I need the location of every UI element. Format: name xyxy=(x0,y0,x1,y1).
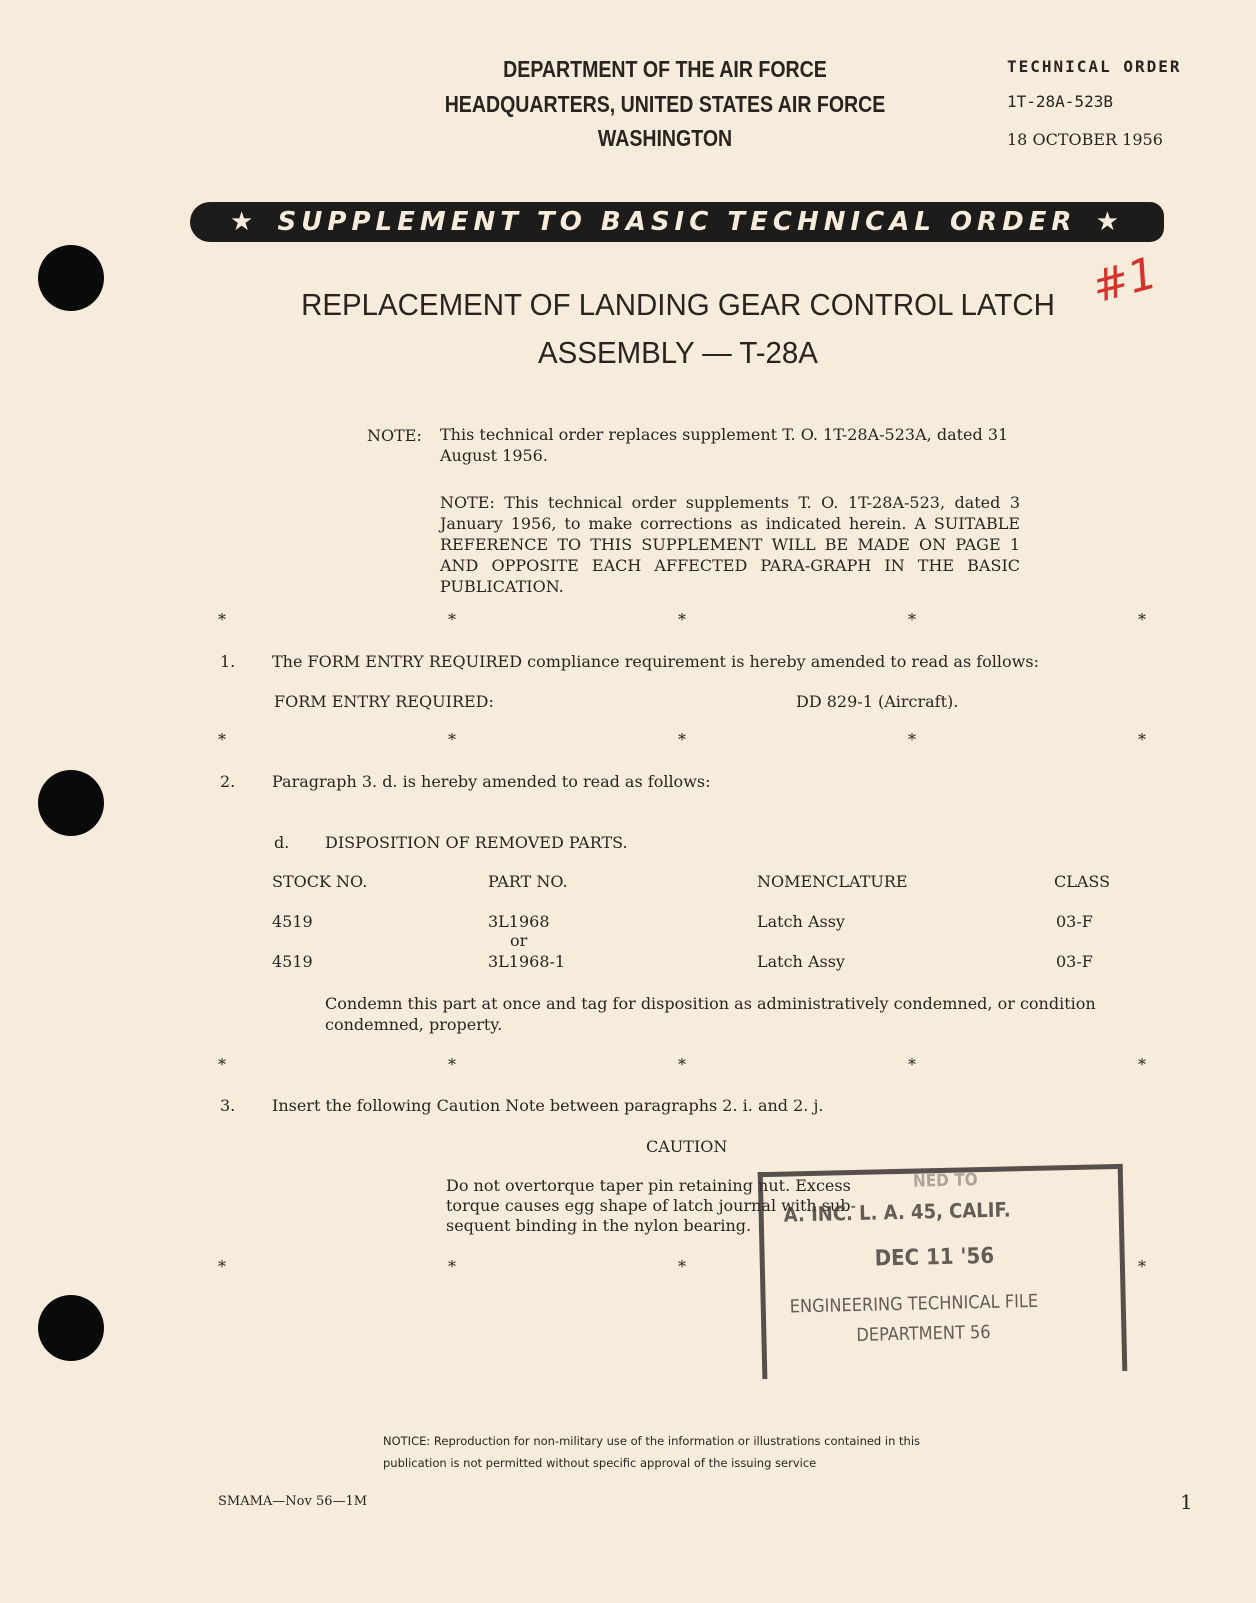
caution-line: torque causes egg shape of latch journal with sub- xyxy=(446,1196,856,1215)
header-line: DEPARTMENT OF THE AIR FORCE xyxy=(503,56,827,82)
asterisk: * xyxy=(218,610,226,629)
header-line: HEADQUARTERS, UNITED STATES AIR FORCE xyxy=(444,91,886,117)
asterisk: * xyxy=(1138,1257,1146,1276)
to-label: TECHNICAL ORDER xyxy=(1007,57,1182,76)
caution-heading: CAUTION xyxy=(646,1137,728,1156)
item-number: 3. xyxy=(220,1096,236,1115)
header-line: WASHINGTON xyxy=(597,125,733,151)
note-text: This technical order replaces supplement T. O. 1T-28A-523A, dated 31 August 1956. xyxy=(440,425,1009,465)
table-or: or xyxy=(510,931,528,950)
asterisk: * xyxy=(218,1055,226,1074)
notice-text: publication is not permitted without specific approval of the issuing service xyxy=(383,1456,817,1470)
handwritten-annotation: #1 xyxy=(1086,247,1163,314)
asterisk: * xyxy=(448,1055,456,1074)
table-cell: Latch Assy xyxy=(757,912,845,931)
column-header: STOCK NO. xyxy=(272,872,368,891)
caution-line: sequent binding in the nylon bearing. xyxy=(446,1216,752,1235)
to-number: 1T-28A-523B xyxy=(1007,92,1113,111)
asterisk: * xyxy=(1138,610,1146,629)
asterisk: * xyxy=(678,1257,686,1276)
asterisk: * xyxy=(908,730,916,749)
caution-line: Do not overtorque taper pin retaining nut. Excess xyxy=(446,1176,851,1195)
item-text: Insert the following Caution Note between paragraphs 2. i. and 2. j. xyxy=(272,1096,824,1115)
table-cell: 3L1968-1 xyxy=(488,952,566,971)
asterisk: * xyxy=(678,610,686,629)
punch-hole xyxy=(38,770,104,836)
punch-hole xyxy=(38,1295,104,1361)
asterisk: * xyxy=(448,730,456,749)
asterisk: * xyxy=(218,1257,226,1276)
note-label: NOTE: xyxy=(367,426,422,445)
asterisk: * xyxy=(1138,1055,1146,1074)
form-entry-label: FORM ENTRY REQUIRED: xyxy=(274,692,494,711)
to-date: 18 OCTOBER 1956 xyxy=(1007,130,1163,149)
table-cell: 4519 xyxy=(272,912,313,931)
column-header: CLASS xyxy=(1054,872,1111,891)
sub-letter: d. xyxy=(274,833,290,852)
note-text: NOTE: This technical order supplements T. O. 1T-28A-523, dated 3 January 1956, to make corrections as indicated herein. A SUITABLE REFERENCE TO THIS SUPPLEMENT WILL BE MADE ON PAGE 1 AND OPPOSITE EACH AFFECTED PARA-GRAPH IN THE BASIC PUBLICATION. xyxy=(440,493,1020,596)
table-cell: 03-F xyxy=(1056,952,1093,971)
table-cell: 3L1968 xyxy=(488,912,550,931)
notice-text: NOTICE: Reproduction for non-military use of the information or illustrations contained in this xyxy=(383,1434,921,1448)
item-number: 2. xyxy=(220,772,236,791)
item-number: 1. xyxy=(220,652,236,671)
column-header: NOMENCLATURE xyxy=(757,872,908,891)
stamp-text: A. INC. L. A. 45, CALIF. xyxy=(783,1197,1011,1227)
asterisk: * xyxy=(678,730,686,749)
paragraph: Condemn this part at once and tag for disposition as administratively condemned, or condition condemned, property. xyxy=(325,994,1096,1034)
star-icon: ★ xyxy=(230,207,259,237)
asterisk: * xyxy=(448,610,456,629)
sub-heading: DISPOSITION OF REMOVED PARTS. xyxy=(325,833,628,852)
item-text: Paragraph 3. d. is hereby amended to read as follows: xyxy=(272,772,711,791)
star-icon: ★ xyxy=(1095,207,1124,237)
asterisk: * xyxy=(218,730,226,749)
table-cell: 03-F xyxy=(1056,912,1093,931)
supplement-banner xyxy=(190,202,1164,242)
table-cell: 4519 xyxy=(272,952,313,971)
banner-text: SUPPLEMENT TO BASIC TECHNICAL ORDER xyxy=(277,207,1077,237)
footer-code: SMAMA—Nov 56—1M xyxy=(218,1494,368,1509)
column-header: PART NO. xyxy=(488,872,568,891)
title-line: REPLACEMENT OF LANDING GEAR CONTROL LATCH xyxy=(301,287,1055,322)
stamp-text: ENGINEERING TECHNICAL FILE xyxy=(789,1290,1039,1318)
asterisk: * xyxy=(678,1055,686,1074)
title-line: ASSEMBLY — T-28A xyxy=(538,335,818,370)
stamp-date: DEC 11 '56 xyxy=(874,1243,995,1272)
stamp-text: NED TO xyxy=(912,1170,978,1192)
asterisk: * xyxy=(908,610,916,629)
page-number: 1 xyxy=(1180,1490,1193,1514)
asterisk: * xyxy=(1138,730,1146,749)
table-cell: Latch Assy xyxy=(757,952,845,971)
stamp-text: DEPARTMENT 56 xyxy=(856,1321,991,1346)
form-entry-value: DD 829-1 (Aircraft). xyxy=(796,692,959,711)
item-text: The FORM ENTRY REQUIRED compliance requirement is hereby amended to read as follows: xyxy=(272,652,1039,671)
asterisk: * xyxy=(448,1257,456,1276)
asterisk: * xyxy=(908,1055,916,1074)
received-stamp xyxy=(758,1164,1128,1379)
